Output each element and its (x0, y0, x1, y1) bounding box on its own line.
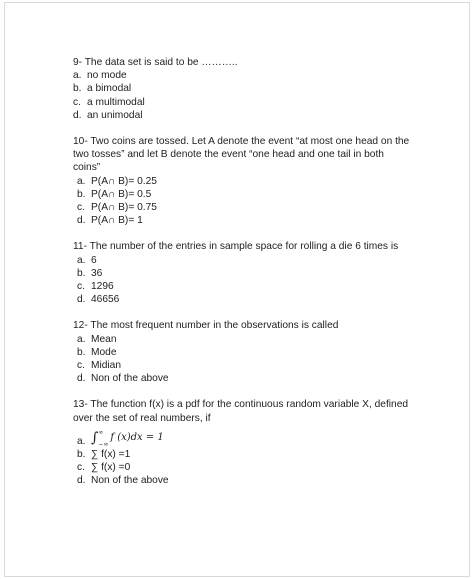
option-d (73, 293, 413, 306)
question-stem: 10- Two coins are tossed. Let A denote the event “at most one head on the two tosses” and let B denote the event “one head and one tail in both coins” (73, 136, 410, 174)
question-stem: 12- The most frequent number in the observations is called (73, 320, 339, 332)
option-letter: a. (77, 435, 86, 447)
option-text: 1296 (91, 281, 114, 293)
integral-formula (91, 428, 164, 448)
option-c (73, 359, 413, 372)
option-d (73, 214, 413, 227)
question-list (73, 56, 413, 487)
option-letter: d. (77, 215, 86, 227)
option-letter: c. (77, 281, 85, 293)
option-a (73, 69, 413, 82)
option-text: Non of the above (91, 475, 169, 487)
question-stem: 9- The data set is said to be ……….. (73, 57, 238, 68)
option-b (73, 448, 413, 461)
option-letter: b. (77, 188, 86, 200)
option-letter: c. (73, 96, 81, 108)
lower-limit: −∞ (98, 440, 109, 448)
option-text: an unimodal (87, 109, 143, 121)
option-text: P(A∩ B)= 1 (91, 215, 143, 227)
option-text: 36 (91, 267, 103, 279)
option-text: P(A∩ B)= 0.25 (91, 175, 157, 187)
integral-limits (98, 428, 109, 448)
option-letter: b. (77, 346, 86, 358)
option-letter: b. (77, 267, 86, 279)
option-c (73, 201, 413, 214)
upper-limit: ∞ (98, 428, 104, 436)
option-letter: a. (73, 70, 82, 82)
option-c (73, 96, 413, 109)
option-letter: c. (77, 202, 85, 214)
integrand: f (x)dx = 1 (110, 431, 164, 443)
option-a (73, 175, 413, 188)
option-text: Mean (91, 333, 117, 345)
question-12 (73, 319, 413, 385)
option-text: no mode (87, 70, 127, 82)
option-text: 6 (91, 254, 97, 266)
option-letter: b. (73, 83, 82, 95)
option-letter: c. (77, 462, 85, 474)
option-text: ∑ f(x) =0 (91, 462, 131, 474)
option-a (73, 333, 413, 346)
option-text: a multimodal (87, 96, 145, 108)
question-9 (73, 56, 413, 122)
question-13 (73, 398, 413, 487)
option-d (73, 474, 413, 487)
option-b (73, 188, 413, 201)
option-letter: a. (77, 333, 86, 345)
option-d (73, 109, 413, 122)
option-letter: d. (73, 109, 82, 121)
option-text: P(A∩ B)= 0.75 (91, 202, 157, 214)
option-text: Midian (91, 360, 122, 372)
option-text: Mode (91, 346, 117, 358)
option-text: 46656 (91, 294, 120, 306)
option-letter: a. (77, 254, 86, 266)
document-page (4, 2, 470, 577)
option-letter: a. (77, 175, 86, 187)
option-d (73, 372, 413, 385)
option-letter: c. (77, 360, 85, 372)
integral-sign: ∫ (91, 429, 99, 446)
option-b (73, 346, 413, 359)
option-b (73, 267, 413, 280)
option-text: ∑ f(x) =1 (91, 448, 131, 460)
option-c (73, 280, 413, 293)
option-a (73, 428, 413, 448)
option-text: Non of the above (91, 373, 169, 385)
option-letter: b. (77, 448, 86, 460)
option-letter: d. (77, 294, 86, 306)
option-c (73, 461, 413, 474)
option-b (73, 82, 413, 95)
question-11 (73, 240, 413, 306)
option-letter: d. (77, 373, 86, 385)
question-stem: 11- The number of the entries in sample space for rolling a die 6 times is (73, 241, 399, 253)
option-a (73, 254, 413, 267)
option-text: a bimodal (87, 83, 132, 95)
option-letter: d. (77, 475, 86, 487)
option-text: P(A∩ B)= 0.5 (91, 188, 152, 200)
question-stem: 13- The function f(x) is a pdf for the continuous random variable X, defined over the set of real numbers, if (73, 399, 409, 424)
question-10 (73, 135, 413, 227)
